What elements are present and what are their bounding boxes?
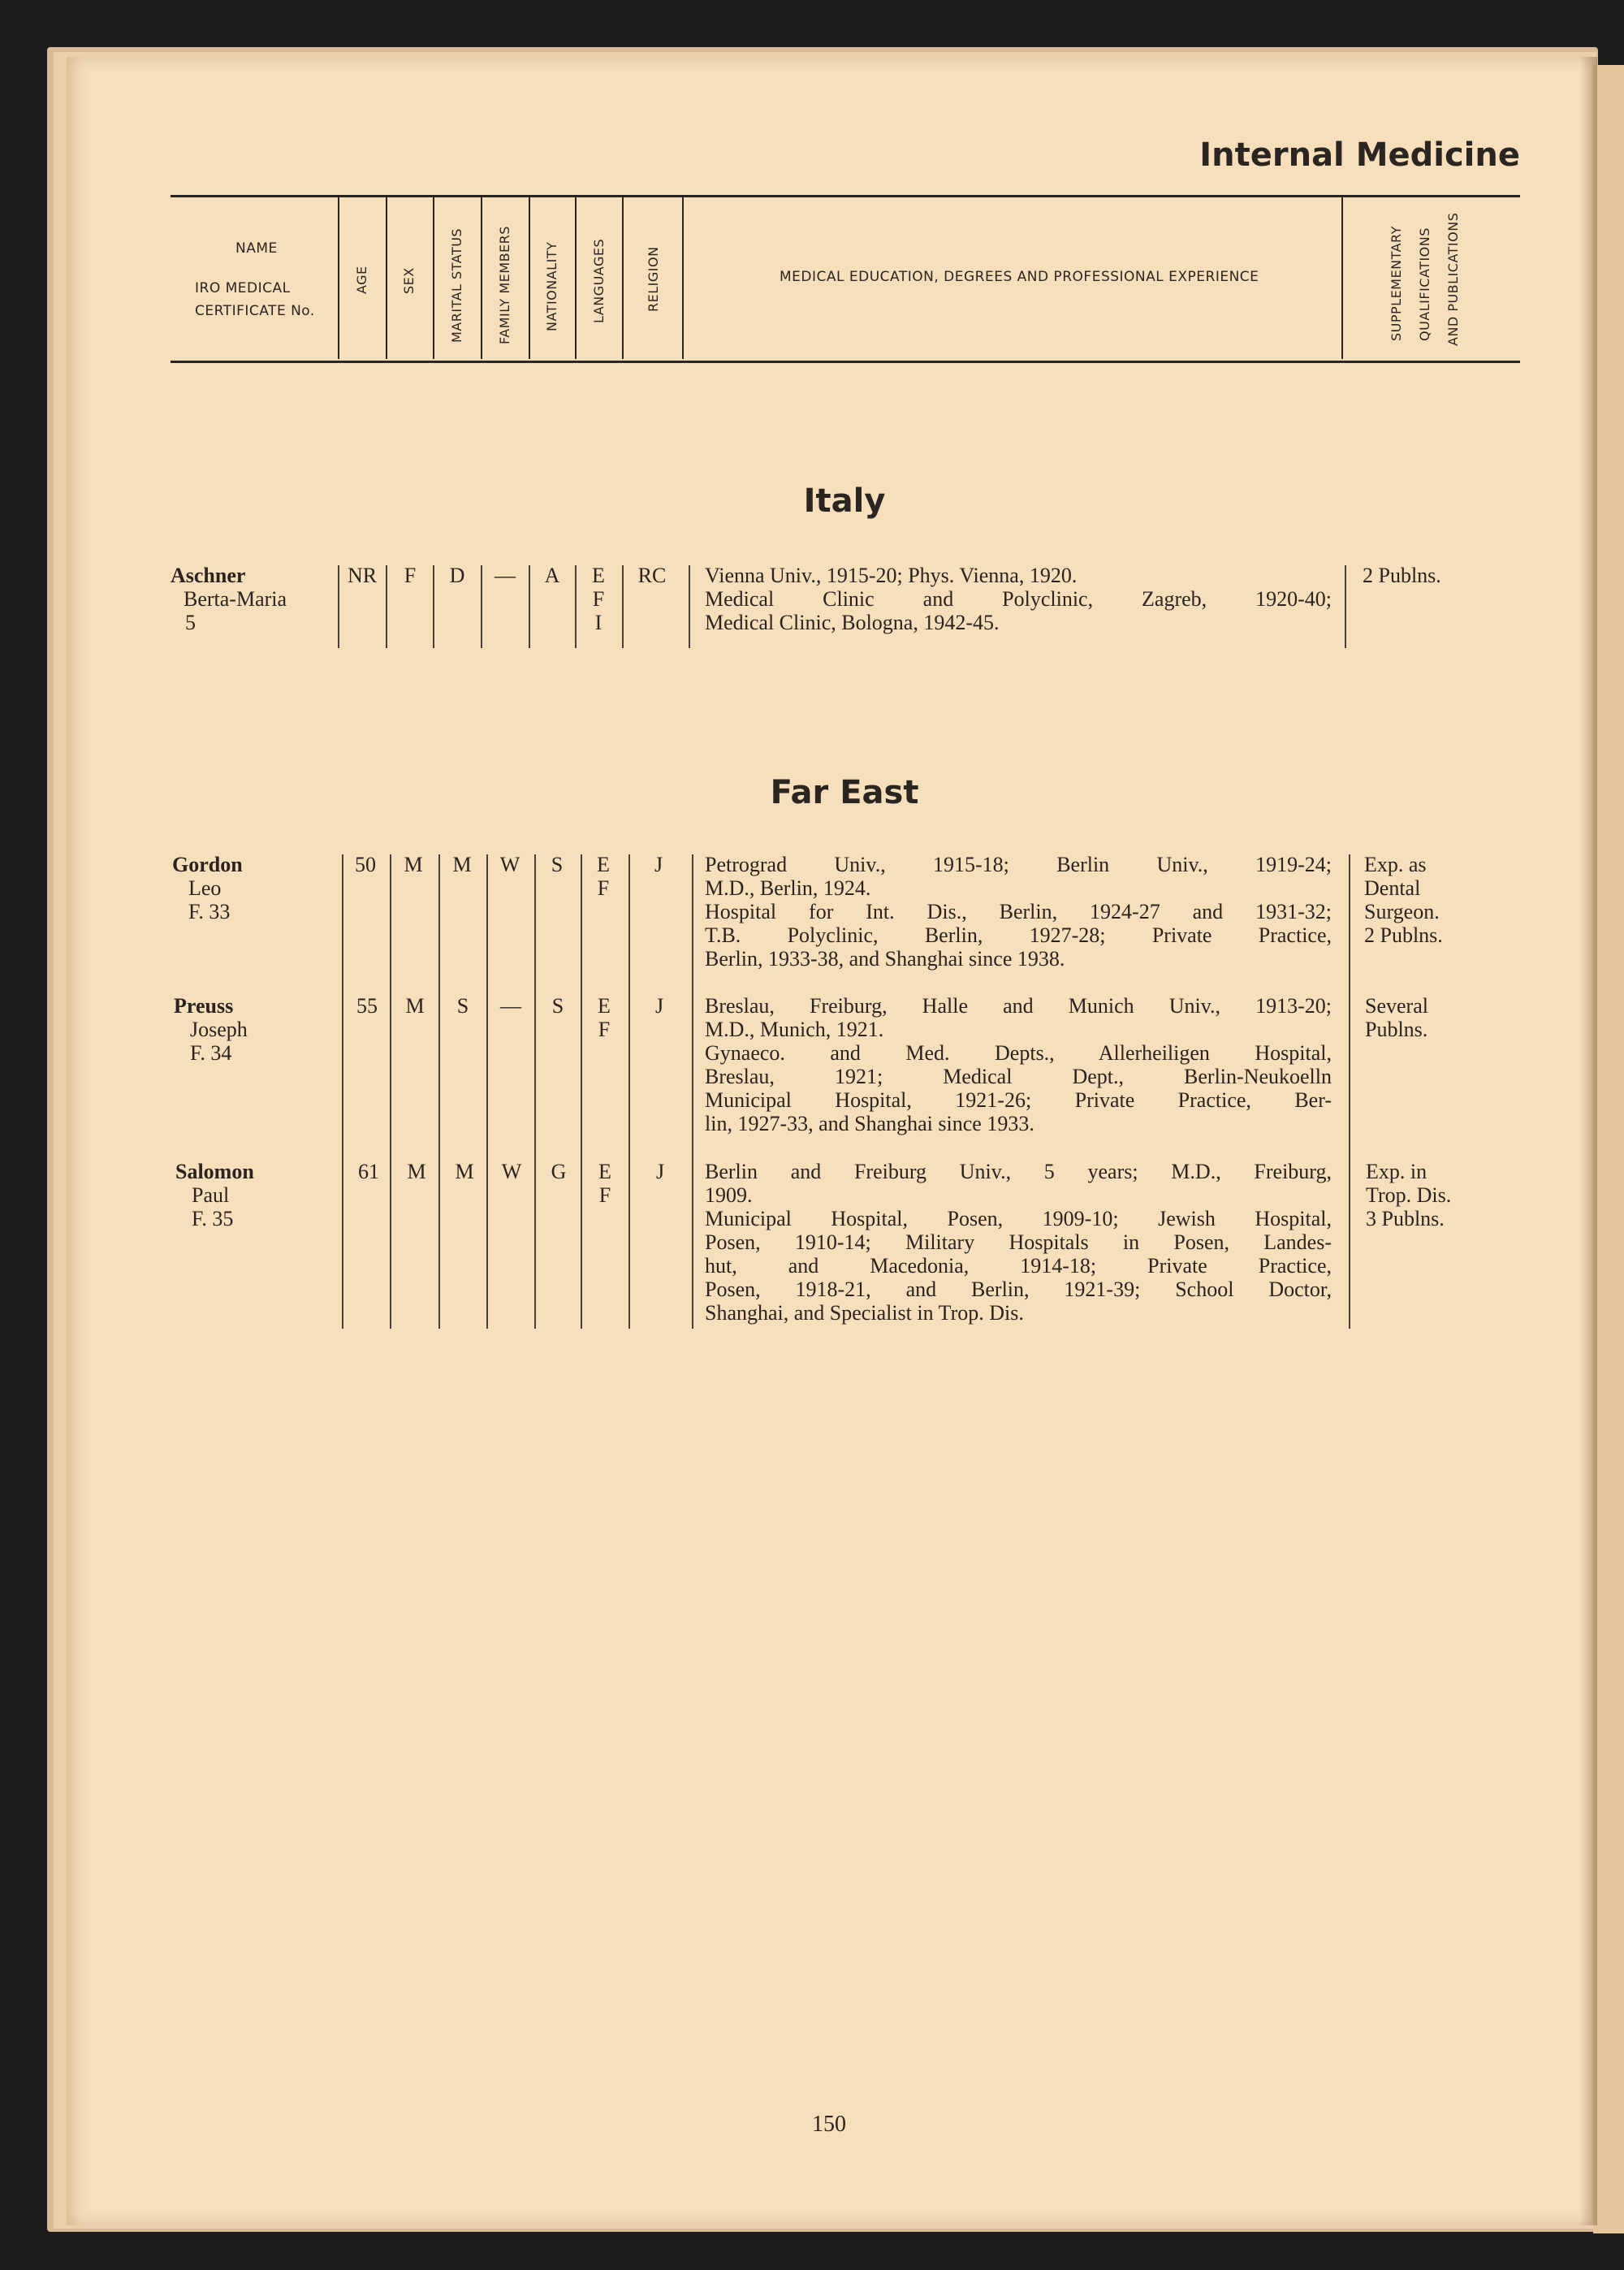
entry-sex: M (407, 1160, 426, 1183)
entry-language: F (598, 1183, 611, 1207)
education-line: Berlin, 1933-38, and Shanghai since 1938. (705, 947, 1065, 971)
header-name: NAME (235, 240, 278, 257)
education-line: Municipal Hospital, Posen, 1909-10; Jewish Hospital, (705, 1207, 1332, 1230)
entry-marital: D (449, 564, 465, 587)
entry-family: — (495, 564, 516, 587)
header-age: AGE (354, 266, 369, 294)
entry-religion: J (655, 1160, 665, 1183)
entry-supplementary: 2 Publns. (1363, 564, 1441, 587)
entry-surname: Salomon (175, 1160, 254, 1183)
header-sep (622, 197, 624, 359)
page-gutter (1579, 57, 1597, 2225)
book-page (67, 57, 1592, 2225)
entry-nationality: S (551, 994, 564, 1018)
column-rule (438, 854, 440, 1329)
entry-supplementary: Surgeon. (1364, 900, 1440, 923)
entry-marital: M (452, 853, 472, 876)
entry-sex: M (405, 994, 425, 1018)
entry-marital: M (455, 1160, 474, 1183)
entry-marital: S (456, 994, 469, 1018)
header-sep (386, 197, 387, 359)
entry-age: 55 (356, 994, 378, 1018)
entry-nationality: S (551, 853, 564, 876)
header-qualifications: QUALIFICATIONS (1417, 227, 1432, 341)
header-family-members: FAMILY MEMBERS (497, 226, 512, 344)
entry-supplementary: Trop. Dis. (1366, 1183, 1452, 1207)
entry-given-name: Paul (192, 1183, 230, 1207)
education-line: T.B. Polyclinic, Berlin, 1927-28; Private Practice, (705, 923, 1332, 947)
column-rule (581, 854, 582, 1329)
entry-supplementary: Dental (1364, 876, 1421, 900)
header-certificate-no: CERTIFICATE No. (195, 303, 315, 319)
entry-language: E (598, 994, 611, 1018)
entry-supplementary: Several (1365, 994, 1428, 1018)
education-line: Gynaeco. and Med. Depts., Allerheiligen Hospital, (705, 1041, 1332, 1065)
entry-language: F (598, 1018, 611, 1041)
education-line: M.D., Munich, 1921. (705, 1018, 884, 1041)
section-title-italy: Italy (803, 482, 886, 520)
header-supplementary: SUPPLEMENTARY (1389, 226, 1404, 341)
running-head: Internal Medicine (1199, 136, 1520, 174)
entry-certificate: 5 (185, 611, 196, 634)
entry-certificate: F. 35 (192, 1207, 234, 1230)
entry-certificate: F. 33 (188, 900, 231, 923)
entry-language: E (597, 853, 610, 876)
entry-surname: Preuss (174, 994, 234, 1018)
entry-education (705, 994, 1332, 1135)
column-rule (486, 854, 488, 1329)
entry-supplementary: Exp. as (1364, 853, 1427, 876)
entry-certificate: F. 34 (190, 1041, 232, 1065)
header-bottom-rule (171, 361, 1520, 363)
education-line: lin, 1927-33, and Shanghai since 1933. (705, 1112, 1034, 1135)
column-rule (689, 565, 690, 648)
header-iro-medical: IRO MEDICAL (195, 280, 291, 296)
entry-age: NR (347, 564, 378, 587)
entry-language: E (592, 564, 605, 587)
column-rule (1349, 854, 1350, 1329)
page-number: 150 (812, 2112, 846, 2137)
column-rule (534, 854, 536, 1329)
education-line: Berlin and Freiburg Univ., 5 years; M.D., Freiburg, (705, 1160, 1332, 1183)
header-publications: AND PUBLICATIONS (1445, 212, 1461, 346)
entry-supplementary: Publns. (1365, 1018, 1428, 1041)
header-top-rule (171, 195, 1520, 197)
column-rule (1345, 565, 1346, 648)
column-rule (628, 854, 630, 1329)
header-nationality: NATIONALITY (544, 241, 559, 331)
entry-language: I (594, 611, 603, 634)
entry-supplementary: 2 Publns. (1364, 923, 1443, 947)
education-line: Shanghai, and Specialist in Trop. Dis. (705, 1301, 1024, 1325)
header-sep (338, 197, 339, 359)
entry-language: F (597, 876, 610, 900)
entry-given-name: Leo (188, 876, 222, 900)
entry-surname: Gordon (172, 853, 243, 876)
entry-family: — (500, 994, 521, 1018)
education-line: Vienna Univ., 1915-20; Phys. Vienna, 1920. (705, 564, 1078, 587)
entry-nationality: G (551, 1160, 567, 1183)
education-line: Petrograd Univ., 1915-18; Berlin Univ., 1919-24; (705, 853, 1332, 876)
header-sep (433, 197, 434, 359)
entry-given-name: Joseph (190, 1018, 248, 1041)
education-line: Posen, 1910-14; Military Hospitals in Posen, Landes- (705, 1230, 1332, 1254)
column-rule (692, 854, 693, 1329)
education-line: Municipal Hospital, 1921-26; Private Practice, Ber- (705, 1088, 1332, 1112)
education-line: Medical Clinic, Bologna, 1942-45. (705, 611, 1000, 634)
header-sep (481, 197, 482, 359)
entry-language: E (598, 1160, 611, 1183)
entry-age: 61 (358, 1160, 379, 1183)
entry-family: W (499, 853, 520, 876)
header-languages: LANGUAGES (591, 238, 607, 323)
entry-age: 50 (355, 853, 376, 876)
header-religion: RELIGION (646, 246, 661, 312)
header-sep (575, 197, 577, 359)
education-line: 1909. (705, 1183, 753, 1207)
entry-supplementary: 3 Publns. (1366, 1207, 1445, 1230)
entry-supplementary: Exp. in (1366, 1160, 1427, 1183)
entry-religion: RC (637, 564, 667, 587)
column-rule (342, 854, 343, 1329)
entry-education (705, 564, 1332, 634)
entry-sex: F (404, 564, 417, 587)
education-line: M.D., Berlin, 1924. (705, 876, 871, 900)
education-line: Breslau, Freiburg, Halle and Munich Univ., 1913-20; (705, 994, 1332, 1018)
education-line: Posen, 1918-21, and Berlin, 1921-39; School Doctor, (705, 1278, 1332, 1301)
header-sep (682, 197, 684, 359)
header-education: MEDICAL EDUCATION, DEGREES AND PROFESSIONAL EXPERIENCE (780, 269, 1259, 285)
section-title-far-east: Far East (770, 774, 919, 811)
entry-education (705, 853, 1332, 971)
header-sep (529, 197, 530, 359)
education-line: Medical Clinic and Polyclinic, Zagreb, 1920-40; (705, 587, 1332, 611)
entry-family: W (501, 1160, 522, 1183)
entry-surname: Aschner (171, 564, 246, 587)
column-rule (390, 854, 391, 1329)
entry-given-name: Berta-Maria (184, 587, 287, 611)
entry-language: F (592, 587, 605, 611)
entry-religion: J (654, 994, 664, 1018)
entry-education (705, 1160, 1332, 1325)
education-line: Hospital for Int. Dis., Berlin, 1924-27 and 1931-32; (705, 900, 1332, 923)
entry-nationality: A (544, 564, 560, 587)
education-line: Breslau, 1921; Medical Dept., Berlin-Neukoelln (705, 1065, 1332, 1088)
entry-sex: M (404, 853, 423, 876)
header-marital-status: MARITAL STATUS (449, 227, 464, 343)
header-sex: SEX (401, 267, 417, 294)
header-sep (1341, 197, 1343, 359)
education-line: hut, and Macedonia, 1914-18; Private Practice, (705, 1254, 1332, 1278)
entry-religion: J (654, 853, 663, 876)
facing-page-edge (1593, 65, 1624, 2233)
